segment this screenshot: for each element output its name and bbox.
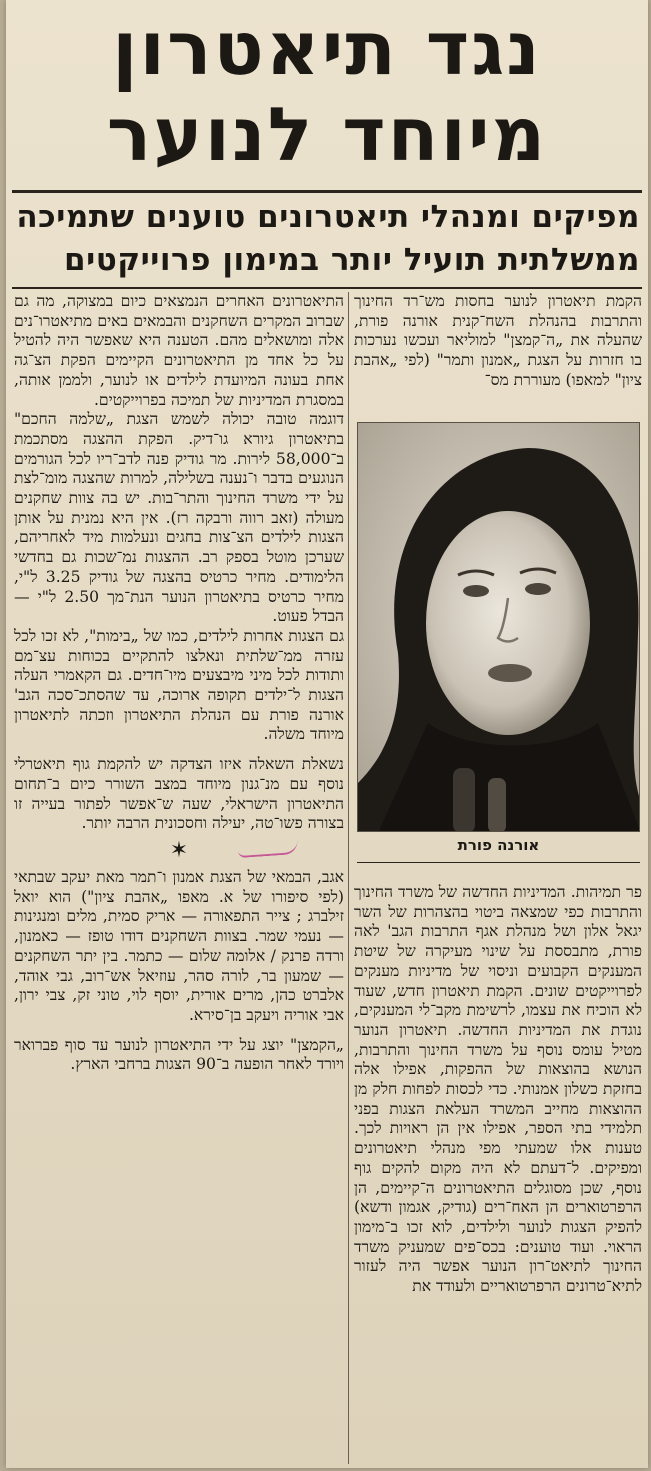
right-column-bottom-text: פר תמיהות. המדיניות החדשה של משרד החינוך והתרבות כפי שמצאה ביטוי בהצהרות של השר יגאל אלון ושל מנהלת אגף התרבות הגב' לאה פורת, מתבססת על שינוי מעיקרה של שיטת המענקים הקבועים וניסוי של מדיניות מענקים לפרוייקטים שונים. הקמת תיאטרון חדש, שעוד לא הוכיח את עצמו, לרשימת מקב־לי המענקים, נוגדת את המדיניות החדשה. תיאטרון הנוער מטיל עומס נוסף על משרד החינוך והתרבות, הנושא בהוצאות של ההפקות, אפילו אלה בחזקת כשלון אמנותי. כדי לכסות לפחות חלק מן ההוצאות מחייב המשרד העלאת הצגות בפני תלמידי בתי הספר, אפילו אין הן ראויות לכך. טענות אלו שמעתי מפי מנהלי תיאטרונים ומפיקים. ל־דעתם לא היה מקום להקים גוף נוסף, שכן מסוגלים התיאטרונים ה־קיימים, הן הרפרטוארים הן האח־רים (גודיק, אגמון ודשא) להפיק הצגות לנוער ולילדים, לוא זכו ב־מימון הראוי. ועוד טוענים: בכס־פים שמעניק משרד החינוך לתיאט־רון הנוער אפשר היה לעזור לתיא־טרונים הרפרטואריים ולעודד את	[354, 883, 642, 1296]
headline-line-1: נגד תיאטרון	[112, 6, 542, 92]
portrait-image	[358, 423, 640, 832]
left-paragraph-1: התיאטרונים האחרים הנמצאים כיום במצוקה, מה גם שברוב המקרים השחקנים והבמאים באים מתיאטרו־נים אלה ומושאלים מהם. הטענה היא שאפשר היה להטיל על כל אחד מן התיאטרונים הקיימים הפקת הצ־גה אחת בעונה המיועדת לילדים או לנוער, ולממן אותה, במסגרת המדיניות של תמיכה בפרוייקטים.	[14, 292, 344, 409]
left-paragraph-6: „הקמצן" יוצג על ידי התיאטרון לנוער עד סוף פברואר ויורד לאחר הופעה ב־90 הצגות ברחבי הארץ.	[14, 1035, 344, 1074]
left-paragraph-2: דוגמה טובה יכולה לשמש הצגת „שלמה החכם" בתיאטרון גיורא גו־דיק. הפקת ההצגה מסתכמת ב־58,000 לירות. מר גודיק פנה לדב־ריו לכל הגורמים הנוגעים בדבר ו־נענה בשלילה, למרות שהצגה מומ־לצת על ידי משרד החינוך והתר־בות. יש בה צוות שחקנים מעולה (זאב רווה ורבקה רז). אין היא נמנית על אותן הצגות לילדים הצ־צות בחגים ונעלמות מיד לאחריהם, שערכן מוטל בספק רב. ההצגות נמ־שכות גם בחדשי הלימודים. מחיר כרטיס בהצגה של גודיק 3.25 ל"י, מחיר כרטיס בתיאטרון הנוער הנת־מך 2.50 ל"י — הבדל פעוט.	[14, 410, 344, 626]
caption-rule	[357, 862, 640, 863]
photo-caption: אורנה פורת	[457, 836, 540, 854]
newspaper-clipping	[6, 0, 648, 1468]
section-star: ✶	[169, 837, 189, 863]
left-column	[14, 292, 344, 1075]
left-paragraph-4: נשאלת השאלה איזו הצדקה יש להקמת גוף תיאטרלי נוסף עם מנ־גנון מיוחד במצב השורר כיום ב־תחום התיאטרון הישראלי, שעה ש־אפשר לפתור בעייה זו בצורה פשו־טה, יעילה וחסכונית הרבה יותר.	[14, 755, 344, 833]
headline-line-2: מיוחד לנוער	[106, 92, 548, 178]
column-divider	[348, 292, 349, 1464]
headline-divider	[12, 190, 642, 193]
left-paragraph-3: גם הצגות אחרות לילדים, כמו של „בימות", לא זכו לכל עזרה ממ־שלתית ונאלצו להתקיים בכוחות עצ־מם ותודות לכל מיני מיבצעים מיו־חדים. גם הקאמרי העלה הצגות ל־ילדים תקופה ארוכה, עד שהסתכ־סכה הגב' אורנה פורת עם הנהלת התיאטרון וזכתה לתיאטרון מיוחד משלה.	[14, 626, 344, 744]
headline	[6, 4, 648, 182]
right-column-top-text: הקמת תיאטרון לנוער בחסות מש־רד החינוך והתרבות בהנהלת השח־קנית אורנה פורת, שהעלה את „ה־קמצן" למוליאר ועכשו נערכות בו חזרות על הצגת „אמנון ותמר" (לפי „אהבת ציון" למאפו) מעוררת מס־	[354, 292, 642, 389]
subheadline: מפיקים ומנהלי תיאטרונים טוענים שתמיכה ממשלתית תועיל יותר במימון פרוייקטים	[16, 199, 640, 278]
subheadline-divider	[12, 287, 642, 289]
portrait-photo	[357, 422, 640, 832]
left-paragraph-5: אגב, הבמאי של הצגת אמנון ו־תמר מאת יעקב שבתאי (לפי סיפורו של א. מאפו „אהבת ציון") הוא יואל זילברג ; צייר התפאורה — אריק סמית, מלים ומנגינות — נעמי שמר. בצוות השחקנים דודו טופז — כאמנון, ורדה פרנק / אלומה שלום — כתמר. בין יתר השחקנים — שמעון בר, לורה סהר, עוזיאל אש־רוב, גבי אוהד, אלברט כהן, מרים אורית, יוסף לוי, טוני זק, צבי ירון, אבי אוריה ויעקב בן־סירא.	[14, 867, 344, 1024]
